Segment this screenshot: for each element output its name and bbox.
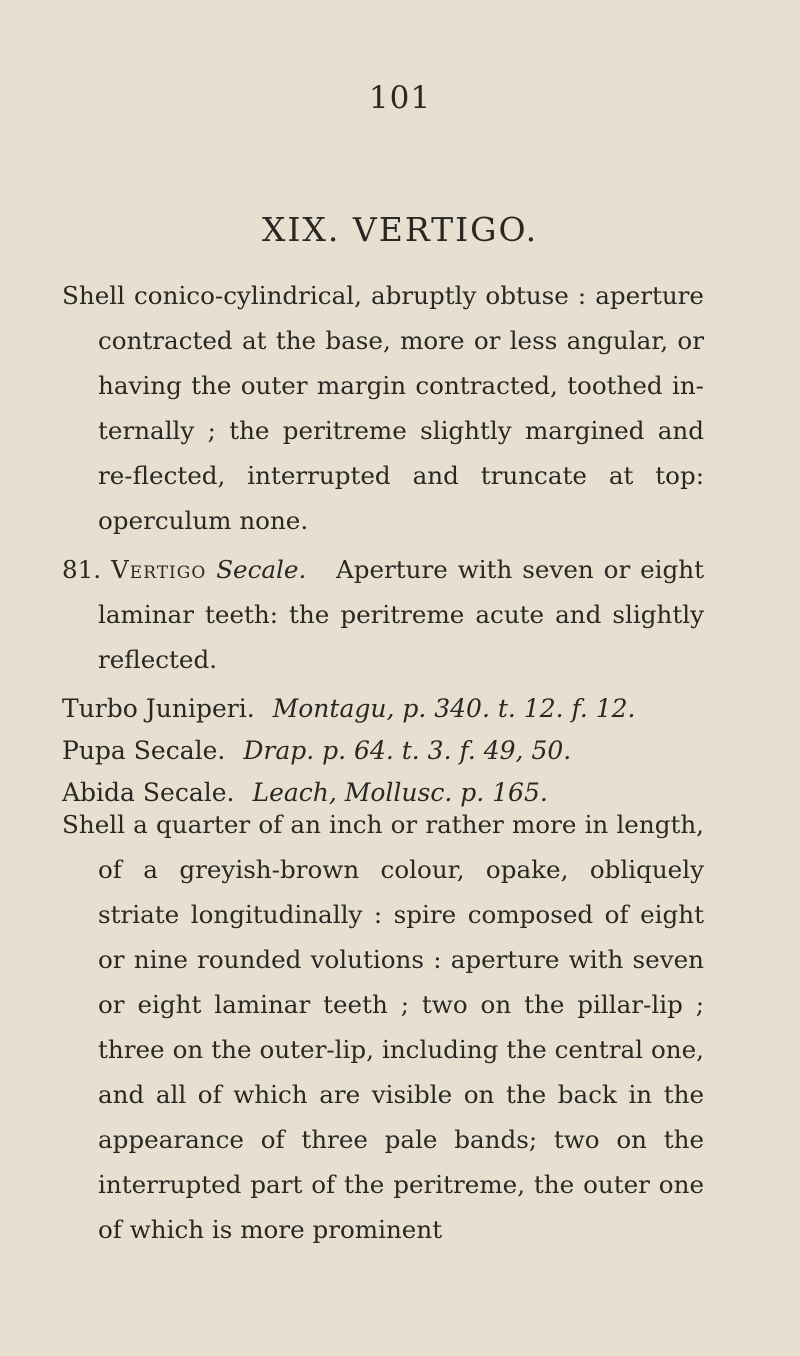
- species-entry: [62, 547, 704, 682]
- synonym-name: Abida Secale.: [62, 778, 235, 807]
- chapter-title: XIX. VERTIGO.: [261, 210, 539, 249]
- synonym-line: [62, 730, 712, 772]
- genus-description: Shell conico-cylindrical, abruptly obtuse : aperture contracted at the base, more or less angular, or having the outer margin contracted, toothed in-ternally ; the peritreme slightly margined and re-flected, interrupted and truncate at top: operculum none.: [62, 281, 704, 535]
- species-description: Shell a quarter of an inch or rather more in length, of a greyish-brown colour, opake, obliquely striate longitudinally : spire composed of eight or nine rounded volutions : aperture with seven or eight laminar teeth ; two on the pillar-lip ; three on the outer-lip, including the central one, and all of which are visible on the back in the appearance of three pale bands; two on the interrupted part of the peritreme, the outer one of which is more prominent: [62, 810, 704, 1244]
- synonym-list: [62, 688, 712, 814]
- page-number: 101: [368, 80, 432, 116]
- synonym-line: [62, 688, 712, 730]
- synonym-name: Turbo Juniperi.: [62, 694, 255, 723]
- synonym-name: Pupa Secale.: [62, 736, 226, 765]
- synonym-reference: Drap. p. 64. t. 3. f. 49, 50.: [243, 736, 572, 765]
- synonym-reference: Montagu, p. 340. t. 12. f. 12.: [272, 694, 636, 723]
- species-diagnosis: Aperture with seven or eight laminar teeth: the peritreme acute and slightly reflected.: [98, 555, 704, 674]
- species-number: 81.: [62, 555, 102, 584]
- species-name: Secale.: [216, 555, 307, 584]
- synonym-reference: Leach, Mollusc. p. 165.: [252, 778, 548, 807]
- species-genus: Vertigo: [111, 555, 207, 584]
